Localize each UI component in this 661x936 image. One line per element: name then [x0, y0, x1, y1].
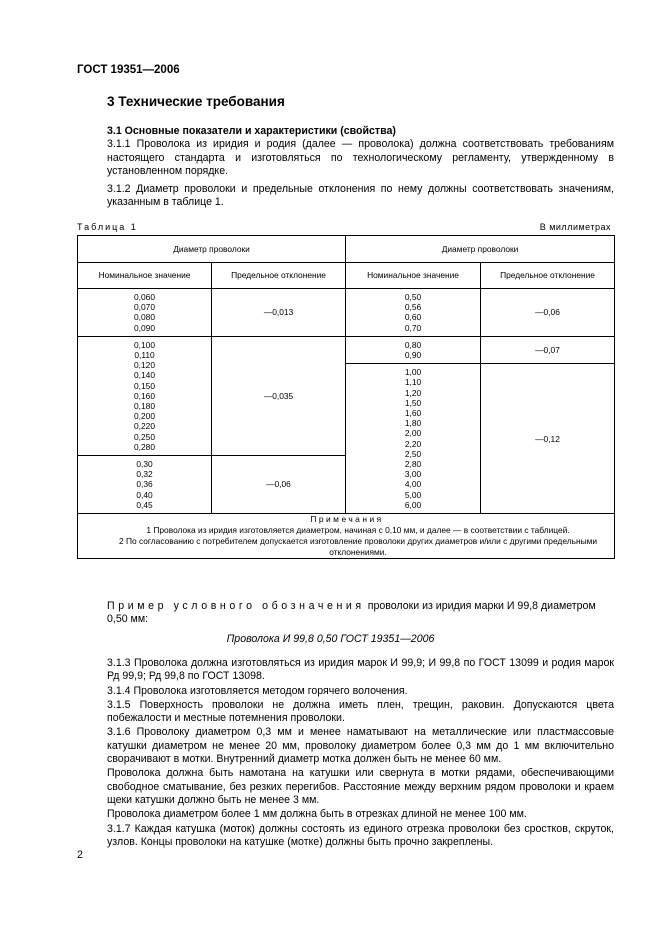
nominal-value: 1,60: [404, 408, 422, 419]
deviation-cell: —0,013: [212, 289, 346, 337]
nominal-value: 0,40: [136, 489, 153, 500]
col-header-deviation-left: Предельное отклонение: [212, 263, 346, 289]
nominal-value: 1,80: [404, 418, 422, 429]
paragraph-3-1-7: 3.1.7 Каждая катушка (моток) должны состоять из единого отрезка проволоки без сростков, скруток, узлов. Концы проволоки на катушке (мотке) должны быть прочно закреплены.: [107, 822, 614, 848]
example-label: Пример условного обозначения: [107, 600, 365, 612]
nominal-value: 0,30: [136, 459, 153, 470]
nominal-value: 0,70: [404, 322, 422, 333]
col-header-nominal-right: Номинальное значение: [346, 263, 481, 289]
nominal-cell: [346, 289, 481, 337]
nominal-value: 0,100: [134, 339, 155, 350]
example-paragraph: [107, 600, 614, 627]
example-formula: Проволока И 99,8 0,50 ГОСТ 19351—2006: [226, 633, 435, 645]
nominal-value: 0,220: [134, 421, 155, 432]
note-2: 2 По согласованию с потребителем допускается изготовление проволоки других диаметров и/или с другими предельными отклонениями.: [118, 536, 598, 558]
nominal-value: 5,00: [404, 489, 422, 500]
nominal-value: 2,80: [404, 459, 422, 470]
nominal-value: 0,60: [404, 312, 422, 323]
section-body-top: [77, 125, 614, 210]
paragraph-3-1-5: 3.1.5 Поверхность проволоки не должна иметь плен, трещин, раковин. Допускаются цвета побежалости и местные потемнения проволоки.: [107, 698, 614, 725]
deviation-cell: —0,06: [481, 289, 615, 337]
nominal-value: 0,280: [134, 441, 155, 452]
group-header-left: Диаметр проволоки: [78, 236, 346, 263]
nominal-value: 0,50: [404, 292, 422, 302]
nominal-cell: [78, 456, 212, 514]
col-header-deviation-right: Предельное отклонение: [481, 263, 615, 289]
paragraph-3-1-1: 3.1.1 Проволока из иридия и родия (далее — проволока) должна соответствовать требованиям настоящего стандарта и изготовляться по технологическому регламенту, утвержденному в установленном порядке.: [107, 138, 614, 177]
note-1: 1 Проволока из иридия изготовляется диаметром, начиная с 0,10 мм, и далее — в соответствии с таблицей.: [146, 525, 570, 536]
diameter-table: [77, 235, 615, 559]
nominal-value: 0,150: [134, 380, 155, 391]
nominal-value: 1,20: [404, 387, 422, 398]
paragraph-3-1-6-b: Проволока должна быть намотана на катушки или свернута в мотки рядами, обеспечивающими свободное сматывание, без резких перегибов. Расстояние между верхним рядом проволоки и краем щеки катушки должно быть не менее 3 мм.: [107, 767, 614, 806]
nominal-value: 0,090: [134, 322, 155, 333]
table-unit: В миллиметрах: [539, 222, 611, 232]
nominal-value: 0,160: [134, 390, 155, 401]
nominal-value: 0,56: [404, 302, 422, 313]
nominal-value: 0,070: [134, 302, 155, 313]
nominal-value: 3,00: [404, 469, 422, 480]
nominal-value: 2,00: [404, 428, 422, 439]
example-text: проволоки из иридия марки И 99,8 диаметром 0,50 мм:: [107, 600, 596, 626]
group-header-right: Диаметр проволоки: [346, 236, 615, 263]
nominal-value: 0,080: [134, 312, 155, 323]
subsection-title: 3.1 Основные показатели и характеристики (свойства): [107, 125, 396, 137]
nominal-value: 6,00: [404, 499, 422, 510]
nominal-cell: [346, 364, 481, 514]
nominal-value: 2,50: [404, 448, 422, 459]
deviation-cell: —0,06: [212, 456, 346, 514]
nominal-value: 0,36: [136, 479, 153, 490]
nominal-value: 1,00: [404, 367, 422, 378]
nominal-value: 0,180: [134, 401, 155, 412]
nominal-value: 0,060: [134, 292, 155, 302]
nominal-cell: [346, 336, 481, 363]
nominal-value: 1,10: [404, 377, 422, 388]
nominal-value: 0,250: [134, 431, 155, 442]
col-header-nominal-left: Номинальное значение: [78, 263, 212, 289]
deviation-cell: —0,035: [212, 336, 346, 455]
paragraph-3-1-6-c: Проволока диаметром более 1 мм должна быть в отрезках длиной не менее 100 мм.: [107, 808, 527, 821]
deviation-cell: —0,07: [481, 336, 615, 363]
notes-title: Примечания: [310, 514, 384, 525]
document-header: ГОСТ 19351—2006: [77, 64, 180, 76]
nominal-value: 0,200: [134, 411, 155, 422]
nominal-value: 0,140: [134, 370, 155, 381]
paragraph-3-1-6: 3.1.6 Проволоку диаметром 0,3 мм и менее наматывают на металлические или пластмассовые катушки диаметром не менее 20 мм, проволоку диаметром более 0,3 мм до 1 мм включительно сворачивают в мотки. Внутренний диаметр мотка должен быть не менее 60 мм.: [107, 726, 614, 766]
nominal-value: 0,45: [136, 499, 153, 510]
section-body-bottom: [77, 657, 614, 849]
section-title: 3 Технические требования: [107, 94, 285, 109]
table-notes: [78, 514, 615, 559]
nominal-value: 4,00: [404, 479, 422, 490]
paragraph-3-1-3: 3.1.3 Проволока должна изготовляться из иридия марок И 99,9; И 99,8 по ГОСТ 13099 и родия марок Рд 99,9; Рд 99,8 по ГОСТ 13098.: [107, 657, 614, 683]
deviation-cell: —0,12: [481, 364, 615, 514]
nominal-cell: [78, 336, 212, 455]
paragraph-3-1-4: 3.1.4 Проволока изготовляется методом горячего волочения.: [107, 684, 408, 697]
nominal-cell: [78, 289, 212, 337]
nominal-value: 0,110: [134, 350, 155, 361]
nominal-value: 0,90: [404, 350, 422, 361]
paragraph-3-1-2: 3.1.2 Диаметр проволоки и предельные отклонения по нему должны соответствовать значениям, указанным в таблице 1.: [107, 183, 614, 209]
nominal-value: 0,120: [134, 360, 155, 371]
nominal-value: 2,20: [404, 438, 422, 449]
table-caption: Таблица 1: [77, 222, 138, 232]
nominal-value: 0,80: [404, 339, 422, 350]
nominal-value: 0,32: [136, 469, 153, 480]
nominal-value: 1,50: [404, 397, 422, 408]
page-number: 2: [77, 849, 83, 861]
